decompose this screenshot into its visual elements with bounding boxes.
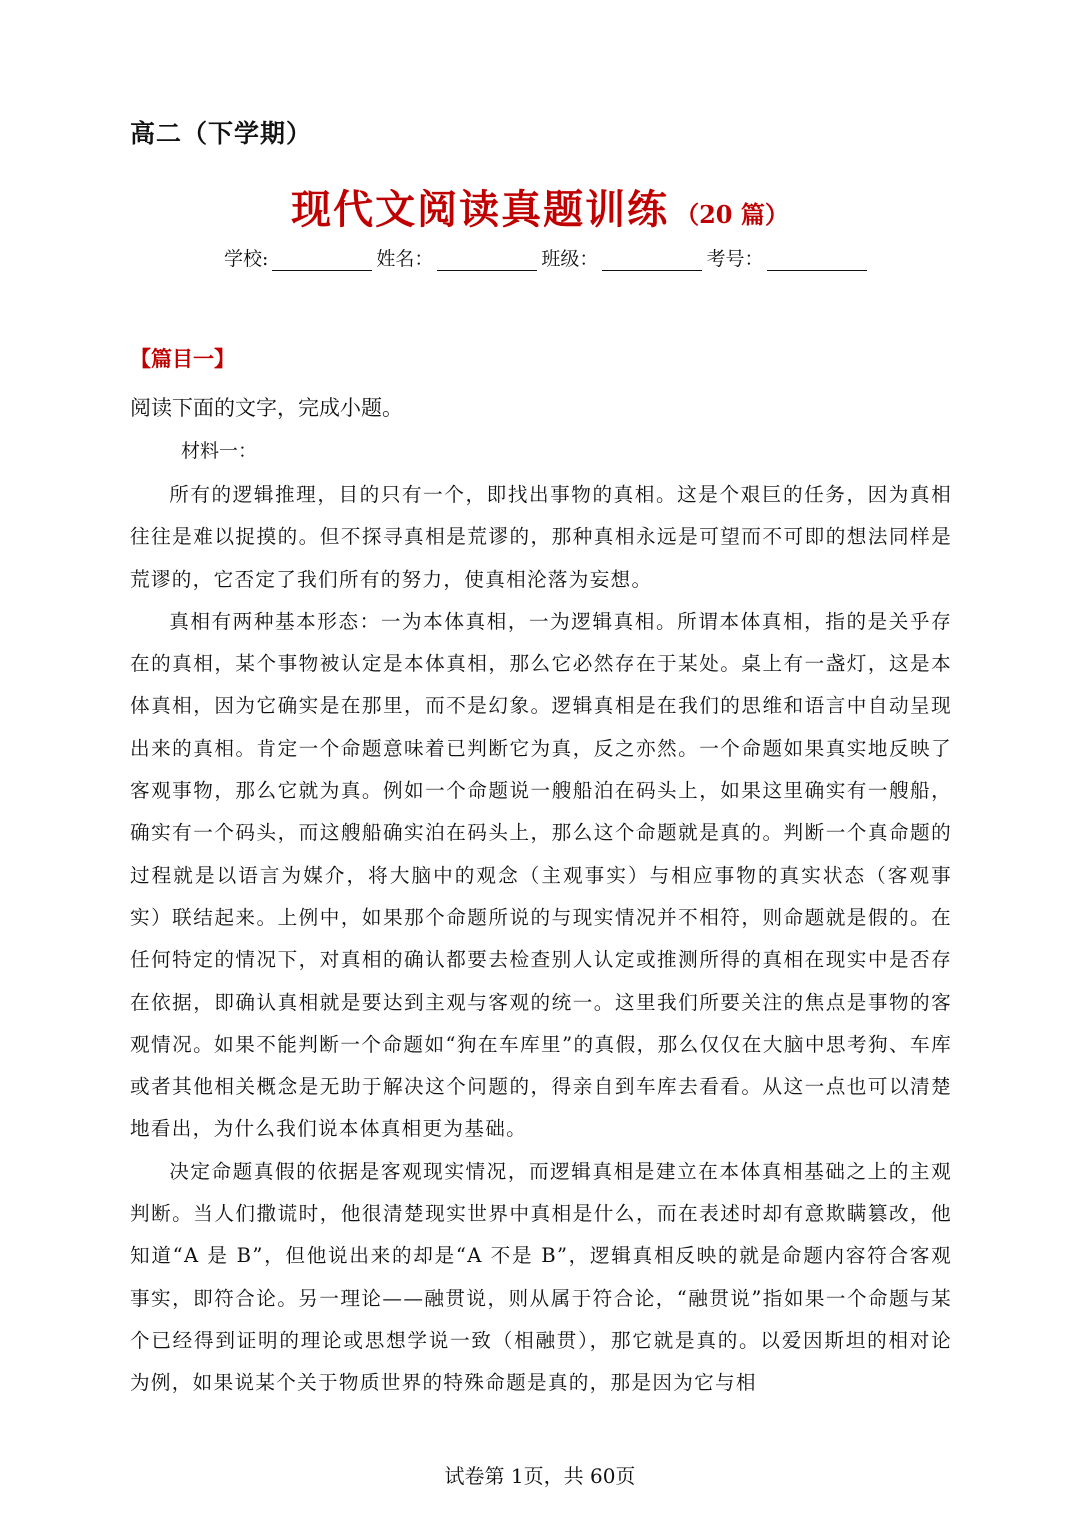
section-title: 【篇目一】 bbox=[130, 346, 235, 371]
school-label: 学校: bbox=[224, 248, 269, 270]
name-blank bbox=[437, 250, 537, 271]
document-title bbox=[0, 178, 1080, 235]
school-blank bbox=[272, 250, 372, 271]
grade-heading: 高二（下学期） bbox=[130, 119, 313, 148]
title-count: （20 篇） bbox=[675, 200, 789, 229]
instruction-text: 阅读下面的文字，完成小题。 bbox=[130, 396, 403, 420]
paragraph: 真相有两种基本形态：一为本体真相，一为逻辑真相。所谓本体真相，指的是关乎存在的真相，某个事物被认定是本体真相，那么它必然存在于某处。桌上有一盏灯，这是本体真相，因为它确实是在那里，而不是幻象。逻辑真相是在我们的思维和语言中自动呈现出来的真相。肯定一个命题意味着已判断它为真，反之亦然。一个命题如果真实地反映了客观事物，那么它就为真。例如一个命题说一艘船泊在码头上，如果这里确实有一艘船，确实有一个码头，而这艘船确实泊在码头上，那么这个命题就是真的。判断一个真命题的过程就是以语言为媒介，将大脑中的观念（主观事实）与相应事物的真实状态（客观事实）联结起来。上例中，如果那个命题所说的与现实情况并不相符，则命题就是假的。在任何特定的情况下，对真相的确认都要去检查别人认定或推测所得的真相在现实中是否存在依据，即确认真相就是要达到主观与客观的统一。这里我们所要关注的焦点是事物的客观情况。如果不能判断一个命题如“狗在车库里”的真假，那么仅仅在大脑中思考狗、车库或者其他相关概念是无助于解决这个问题的，得亲自到车库去看看。从这一点也可以清楚地看出，为什么我们说本体真相更为基础。 bbox=[130, 609, 952, 1141]
paragraph: 所有的逻辑推理，目的只有一个，即找出事物的真相。这是个艰巨的任务，因为真相往往是难以捉摸的。但不探寻真相是荒谬的，那种真相永远是可望而不可即的想法同样是荒谬的，它否定了我们所有的努力，使真相沦落为妄想。 bbox=[130, 483, 952, 591]
paragraph: 决定命题真假的依据是客观现实情况，而逻辑真相是建立在本体真相基础之上的主观判断。当人们撒谎时，他很清楚现实世界中真相是什么，而在表述时却有意欺瞒篡改，他知道“A 是 B”，但他说出来的却是“A 不是 B”，逻辑真相反映的就是命题内容符合客观事实，即符合论。另一理论——融贯说，则从属于符合论，“融贯说”指如果一个命题与某个已经得到证明的理论或思想学说一致（相融贯），那它就是真的。以爱因斯坦的相对论为例，如果说某个关于物质世界的特殊命题是真的，那是因为它与相 bbox=[130, 1159, 952, 1395]
page-footer: 试卷第 1页，共 60页 bbox=[444, 1464, 636, 1488]
title-main: 现代文阅读真题训练 bbox=[291, 186, 670, 233]
exam-number-label: 考号： bbox=[706, 248, 764, 270]
student-info-row bbox=[224, 244, 871, 271]
passage-body bbox=[130, 474, 952, 1405]
name-label: 姓名： bbox=[376, 248, 434, 270]
class-blank bbox=[602, 250, 702, 271]
exam-number-blank bbox=[767, 250, 867, 271]
material-label: 材料一： bbox=[181, 440, 258, 462]
class-label: 班级： bbox=[541, 248, 599, 270]
